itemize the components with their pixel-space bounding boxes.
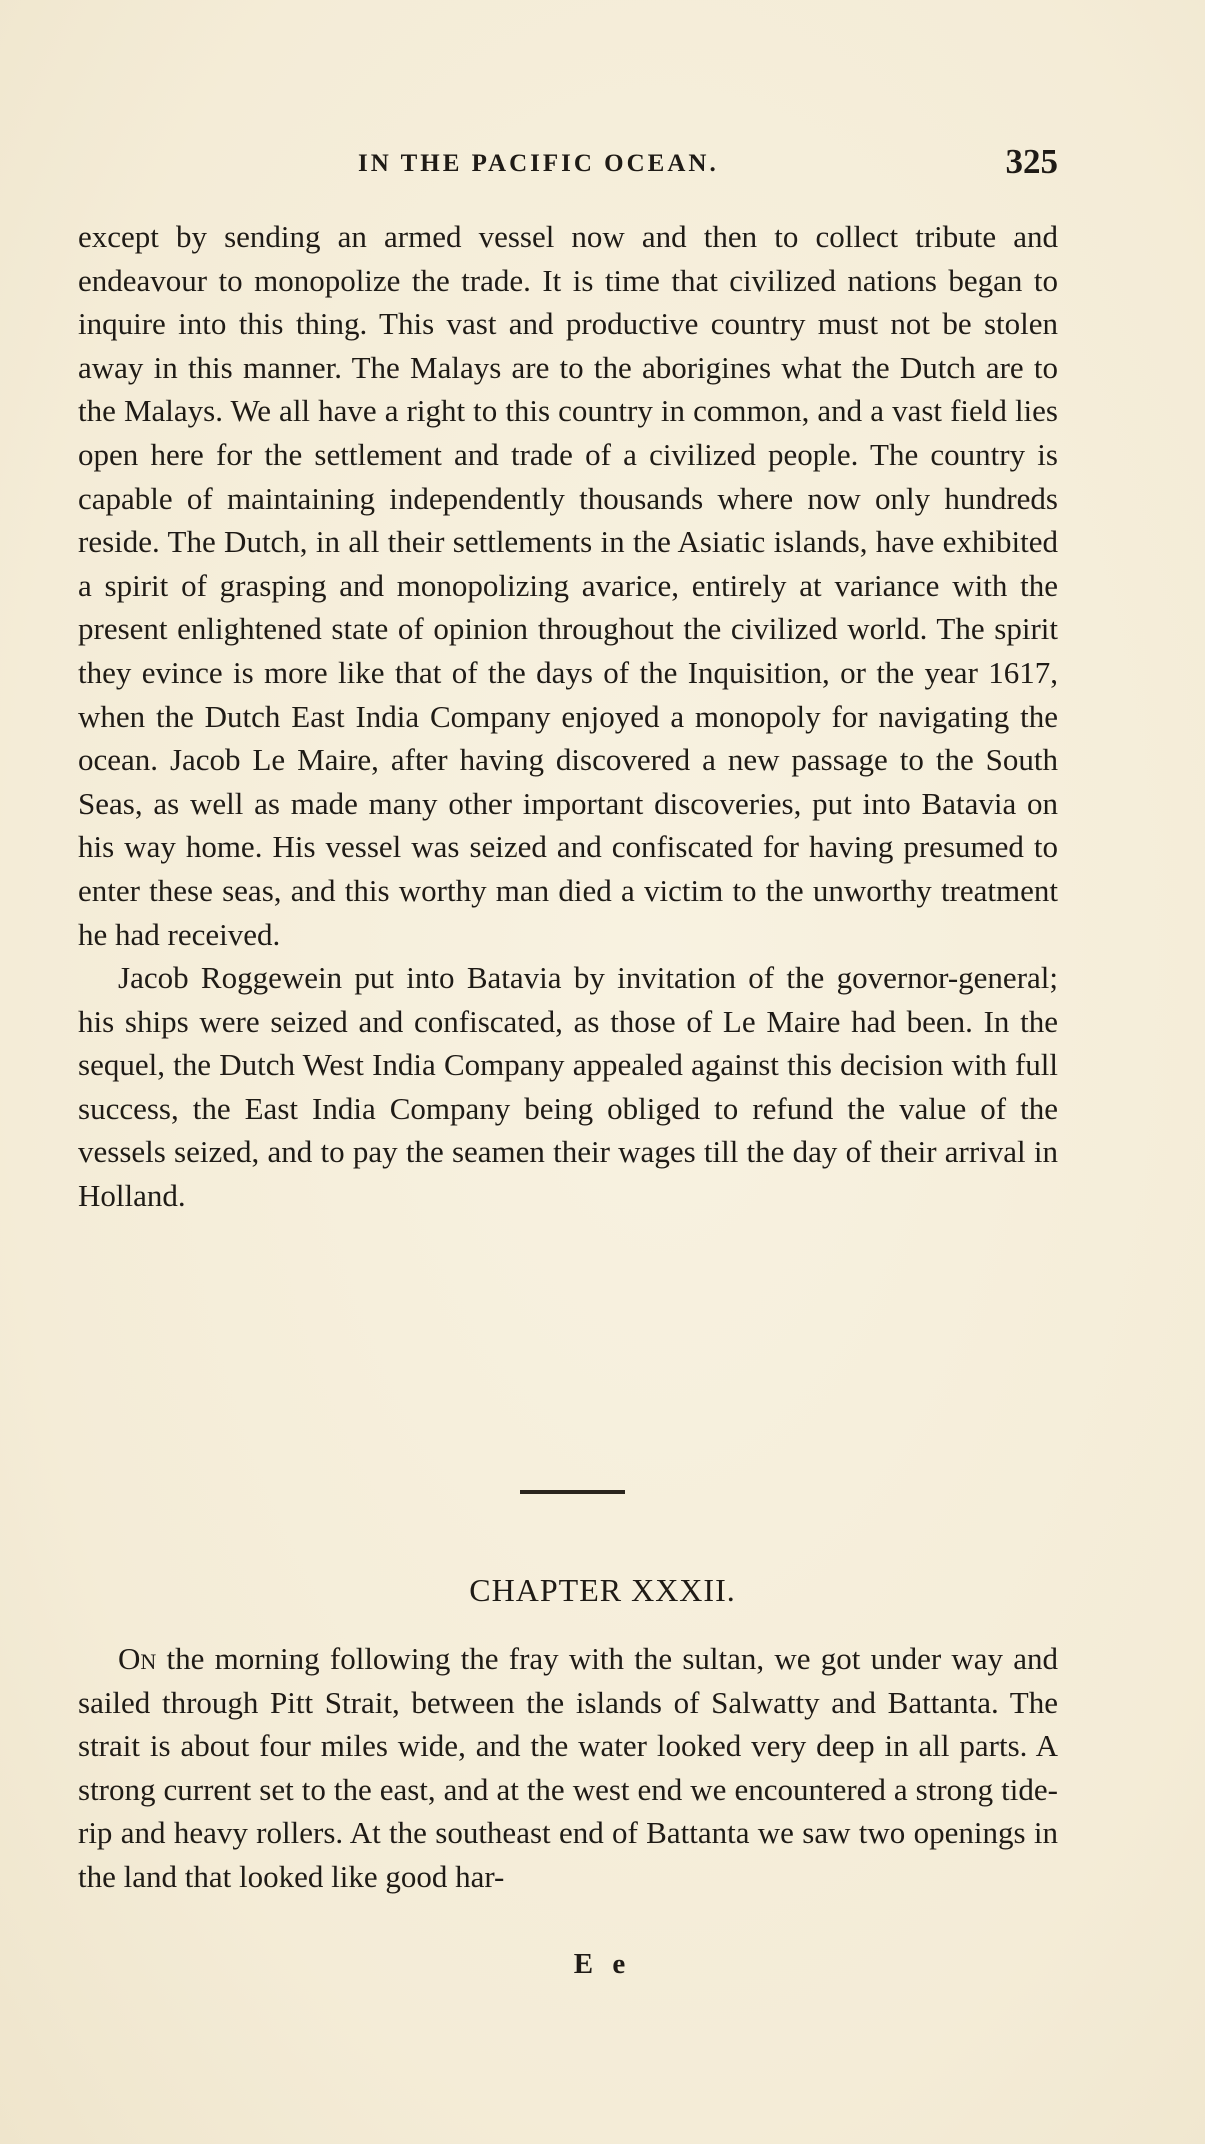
opening-word: On xyxy=(118,1641,157,1676)
running-title: IN THE PACIFIC OCEAN. xyxy=(358,150,719,177)
section-divider xyxy=(520,1490,625,1494)
paragraph-text: the morning following the fray with the sultan, we got under way and sailed through Pitt Strait, between the islands of Salwatty and Battanta. The strait is about four miles wide, and the water looked very deep in all parts. A strong current set to the east, and at the west end we encountered a strong tide-rip and heavy rollers. At the southeast end of Battanta we saw two openings in the land that looked like good har- xyxy=(78,1641,1059,1894)
paragraph: Jacob Roggewein put into Batavia by invitation of the governor-general; his ships were seized and confiscated, as those of Le Maire had been. In the sequel, the Dutch West India Company appealed against this decision with full success, the East India Company being obliged to refund the value of the vessels seized, and to pay the seamen their wages till the day of their arrival in Holland. xyxy=(78,960,1058,1214)
paragraph xyxy=(78,1637,1058,1899)
chapter-text xyxy=(78,1637,1058,1899)
body-text xyxy=(78,215,1058,1218)
page-number: 325 xyxy=(1005,142,1058,181)
running-head xyxy=(78,140,1058,188)
paragraph: except by sending an armed vessel now and then to collect tribute and endeavour to monopolize the trade. It is time that civilized nations began to inquire into this thing. This vast and productive country must not be stolen away in this manner. The Malays are to the aborigines what the Dutch are to the Malays. We all have a right to this country in common, and a vast field lies open here for the settlement and trade of a civilized people. The country is capable of maintaining independently thousands where now only hundreds reside. The Dutch, in all their settlements in the Asiatic islands, have exhibited a spirit of grasping and monopolizing avarice, entirely at variance with the present enlightened state of opinion throughout the civilized world. The spirit they evince is more like that of the days of the Inquisition, or the year 1617, when the Dutch East India Company enjoyed a monopoly for navigating the ocean. Jacob Le Maire, after having discovered a new passage to the South Seas, as well as made many other important discoveries, put into Batavia on his way home. His vessel was seized and confiscated for having presumed to enter these seas, and this worthy man died a victim to the unworthy treatment he had received. xyxy=(78,219,1058,952)
chapter-title: CHAPTER XXXII. xyxy=(469,1572,736,1608)
signature-mark: E e xyxy=(573,1948,632,1980)
